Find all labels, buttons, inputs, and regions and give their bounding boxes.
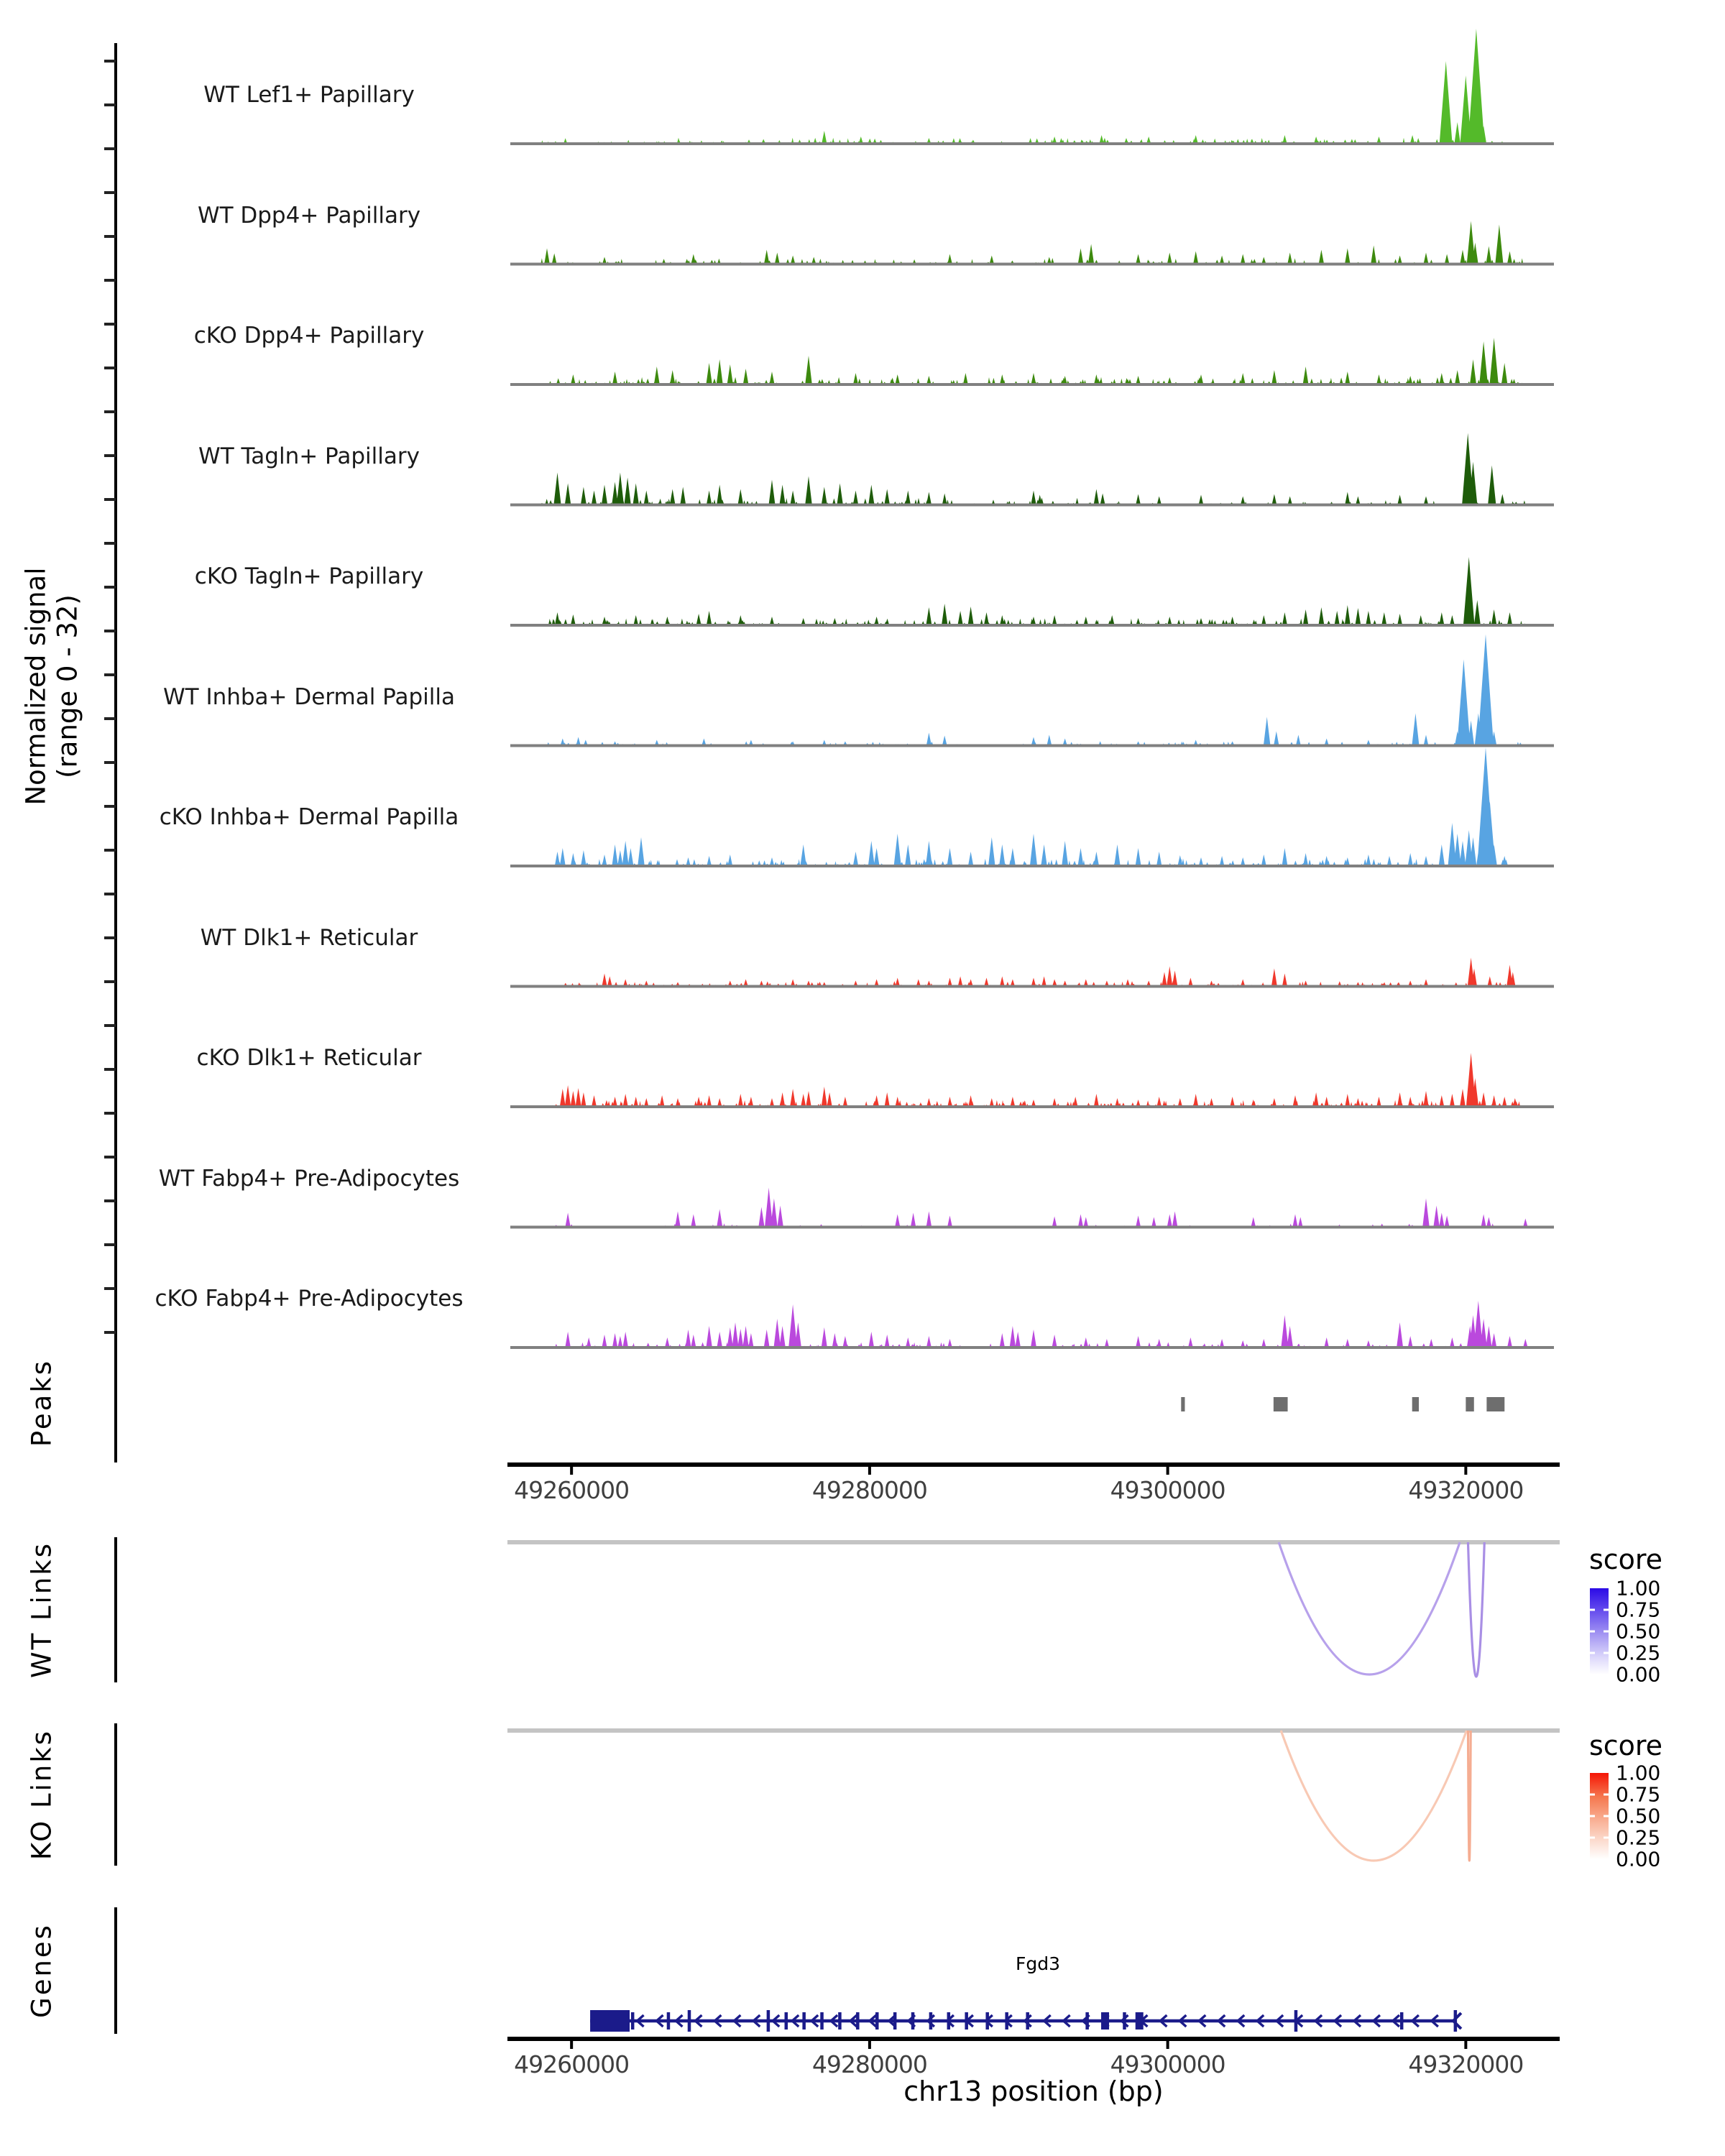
peak-interval — [1486, 1397, 1504, 1411]
x-axis-upper-tick-label-2: 49300000 — [1110, 1476, 1225, 1504]
y-axis-label — [20, 567, 83, 805]
signal-track-1 — [510, 29, 1554, 144]
ko-score-legend-title: score — [1588, 1730, 1663, 1761]
coverage-signal — [540, 221, 1523, 264]
signal-track-9 — [510, 1053, 1554, 1107]
gene-exon — [856, 2012, 860, 2030]
x-axis-title: chr13 position (bp) — [903, 2076, 1164, 2107]
coverage-signal — [555, 1301, 1528, 1348]
coverage-signal — [540, 433, 1525, 505]
signal-track-7 — [510, 747, 1554, 866]
coverage-signal — [564, 958, 1522, 987]
signal-track-4 — [510, 433, 1554, 505]
track-label-8: WT Dlk1+ Reticular — [200, 924, 418, 951]
gene-exon — [688, 2010, 691, 2032]
ko-links-track — [507, 1731, 1560, 1861]
ko-score-legend-value-1: 0.75 — [1616, 1782, 1661, 1807]
x-axis-lower-tick-label-1: 49280000 — [811, 2050, 927, 2078]
x-axis-upper-tick-label-0: 49260000 — [514, 1476, 630, 1504]
track-label-4: WT Tagln+ Papillary — [198, 443, 420, 469]
track-label-10: WT Fabp4+ Pre-Adipocytes — [158, 1165, 460, 1192]
y-axis-label-line2: (range 0 - 32) — [52, 594, 83, 778]
signal-track-8 — [510, 958, 1554, 987]
gene-first-exon — [590, 2010, 630, 2032]
gene-model-fgd3 — [590, 2010, 1461, 2032]
x-axis-lower — [507, 2039, 1560, 2049]
gene-exon — [631, 2012, 635, 2030]
track-label-11: cKO Fabp4+ Pre-Adipocytes — [155, 1286, 464, 1312]
signal-y-axis — [104, 43, 116, 1353]
wt-score-legend-title: score — [1588, 1544, 1663, 1575]
x-axis-lower-tick-label-3: 49320000 — [1408, 2050, 1524, 2078]
y-axis-label-line1: Normalized signal — [20, 567, 52, 806]
wt-score-legend-value-3: 0.25 — [1616, 1641, 1661, 1665]
coverage-signal — [551, 1053, 1521, 1107]
coverage-signal — [554, 1188, 1528, 1227]
section-label-genes: Genes — [26, 1923, 58, 2018]
signal-track-10 — [510, 1188, 1554, 1227]
wt-score-legend — [1590, 1588, 1609, 1674]
track-label-5: cKO Tagln+ Papillary — [194, 563, 424, 589]
track-label-1: WT Lef1+ Papillary — [203, 82, 415, 108]
section-label-ko-links: KO Links — [26, 1728, 58, 1861]
section-label-peaks: Peaks — [26, 1358, 58, 1447]
coverage-signal — [549, 338, 1523, 384]
coverage-signal — [542, 747, 1522, 866]
wt-score-legend-value-4: 0.00 — [1616, 1662, 1661, 1687]
gene-name-label: Fgd3 — [1015, 1953, 1061, 1974]
track-label-7: cKO Inhba+ Dermal Papilla — [159, 804, 459, 830]
signal-track-11 — [510, 1301, 1554, 1348]
peak-interval — [1274, 1397, 1288, 1411]
link-arc — [1281, 1731, 1466, 1861]
gene-exon — [838, 2012, 842, 2030]
peak-interval — [1181, 1397, 1184, 1411]
track-label-2: WT Dpp4+ Papillary — [197, 202, 421, 229]
link-arc — [1468, 1542, 1484, 1677]
peaks-track — [1181, 1397, 1504, 1411]
ko-score-legend-value-3: 0.25 — [1616, 1825, 1661, 1850]
x-axis-lower-tick-label-2: 49300000 — [1110, 2050, 1225, 2078]
gene-exon — [667, 2012, 671, 2030]
gene-exon — [820, 2012, 824, 2030]
wt-score-legend-value-2: 0.50 — [1616, 1619, 1661, 1644]
ko-score-legend-value-2: 0.50 — [1616, 1804, 1661, 1828]
signal-track-3 — [510, 338, 1554, 384]
x-axis-upper-tick-label-3: 49320000 — [1408, 1476, 1524, 1504]
gene-exon — [1400, 2012, 1404, 2030]
gene-exon — [785, 2012, 788, 2030]
x-axis-upper-tick-label-1: 49280000 — [811, 1476, 927, 1504]
coverage-signal — [548, 557, 1527, 625]
peak-interval — [1466, 1397, 1473, 1411]
track-label-3: cKO Dpp4+ Papillary — [193, 323, 425, 349]
ko-score-legend-value-0: 1.00 — [1616, 1761, 1661, 1785]
signal-track-5 — [510, 557, 1554, 625]
wt-score-legend-value-1: 0.75 — [1616, 1598, 1661, 1622]
track-label-6: WT Inhba+ Dermal Papilla — [163, 683, 455, 710]
signal-track-6 — [510, 635, 1554, 746]
track-label-9: cKO Dlk1+ Reticular — [196, 1045, 422, 1071]
x-axis-lower-tick-label-0: 49260000 — [514, 2050, 630, 2078]
coverage-signal — [547, 635, 1522, 746]
gene-exon — [802, 2012, 806, 2030]
coverage-signal — [541, 29, 1504, 144]
link-arc — [1468, 1731, 1471, 1861]
wt-score-legend-value-0: 1.00 — [1616, 1576, 1661, 1600]
ko-score-legend-value-4: 0.00 — [1616, 1847, 1661, 1871]
peak-interval — [1412, 1397, 1419, 1411]
ko-score-legend — [1590, 1773, 1609, 1859]
x-axis-upper — [507, 1465, 1560, 1475]
section-label-wt-links: WT Links — [26, 1542, 58, 1678]
gene-exon — [875, 2012, 879, 2030]
signal-track-2 — [510, 221, 1554, 264]
gene-exon — [767, 2010, 770, 2032]
wt-links-track — [507, 1542, 1560, 1677]
link-arc — [1279, 1542, 1460, 1674]
